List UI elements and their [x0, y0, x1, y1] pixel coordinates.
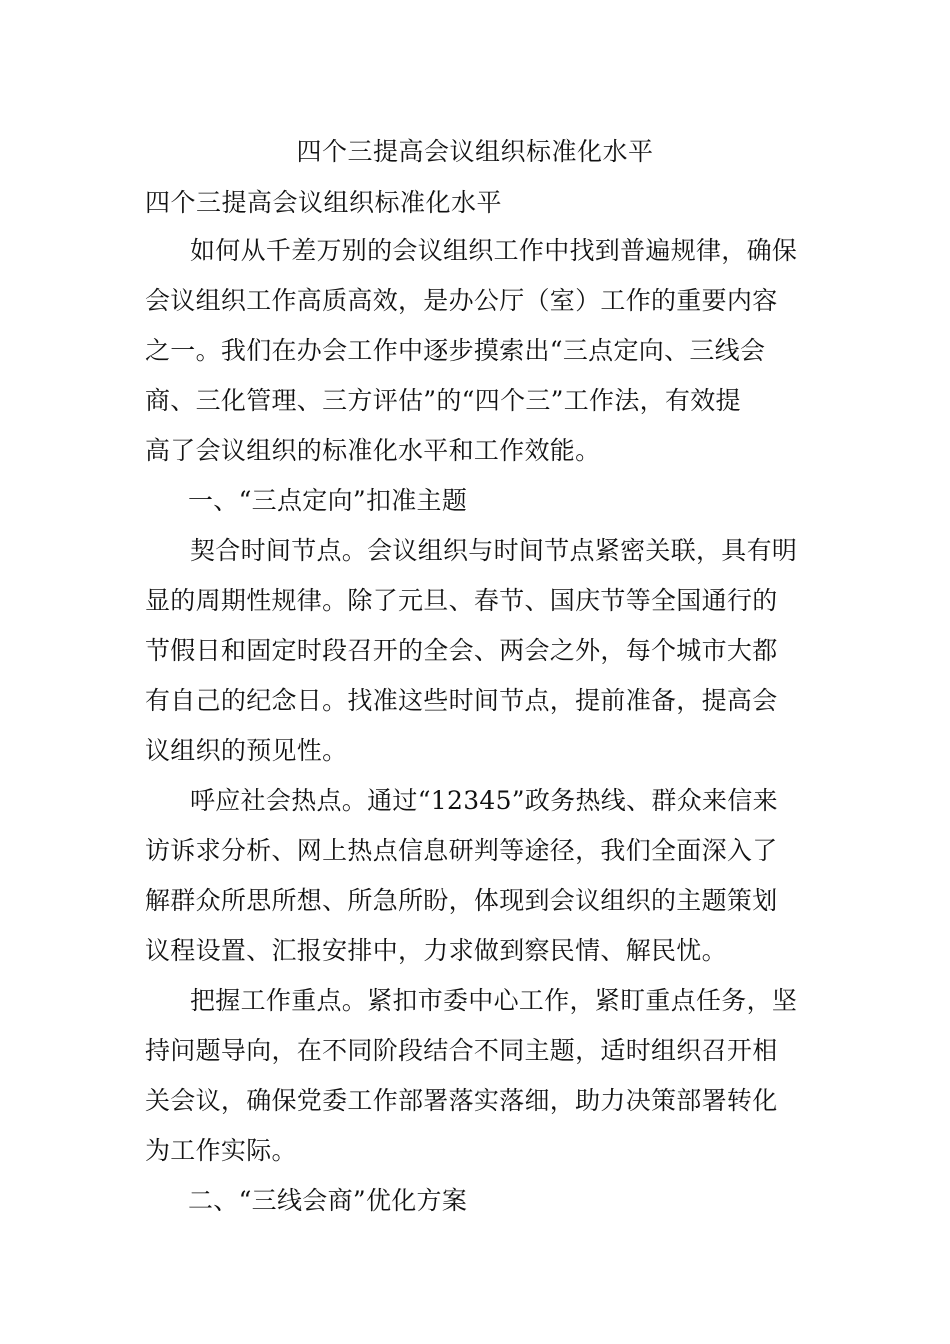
paragraph-line: 议程设置、汇报安排中，力求做到察民情、解民忧。: [145, 936, 727, 965]
paragraph-line: 会议组织工作高质高效，是办公厅（室）工作的重要内容: [145, 286, 778, 315]
paragraph-line: 之一。我们在办会工作中逐步摸索出“三点定向、三线会: [145, 336, 766, 365]
document-subtitle: 四个三提高会议组织标准化水平: [145, 188, 503, 217]
document-title: 四个三提高会议组织标准化水平: [296, 137, 654, 166]
section-heading-2: 二、“三线会商”优化方案: [188, 1186, 468, 1215]
paragraph-line: 把握工作重点。紧扣市委中心工作，紧盯重点任务，坚: [190, 986, 798, 1015]
paragraph-line: 契合时间节点。会议组织与时间节点紧密关联，具有明: [190, 536, 798, 565]
paragraph-line: 节假日和固定时段召开的全会、两会之外，每个城市大都: [145, 636, 778, 665]
paragraph-line: 关会议，确保党委工作部署落实落细，助力决策部署转化: [145, 1086, 778, 1115]
paragraph-line: 显的周期性规律。除了元旦、春节、国庆节等全国通行的: [145, 586, 778, 615]
paragraph-line: 有自己的纪念日。找准这些时间节点，提前准备，提高会: [145, 686, 778, 715]
paragraph-line: 如何从千差万别的会议组织工作中找到普遍规律，确保: [190, 236, 798, 265]
paragraph-line: 解群众所思所想、所急所盼，体现到会议组织的主题策划: [145, 886, 778, 915]
paragraph-line: 为工作实际。: [145, 1136, 297, 1165]
paragraph-line: 持问题导向，在不同阶段结合不同主题，适时组织召开相: [145, 1036, 778, 1065]
paragraph-line: 访诉求分析、网上热点信息研判等途径，我们全面深入了: [145, 836, 778, 865]
paragraph-line: 呼应社会热点。通过“12345”政务热线、群众来信来: [190, 786, 778, 815]
paragraph-line: 高了会议组织的标准化水平和工作效能。: [145, 436, 601, 465]
paragraph-line: 议组织的预见性。: [145, 736, 348, 765]
section-heading-1: 一、“三点定向”扣准主题: [188, 486, 468, 515]
paragraph-line: 商、三化管理、三方评估”的“四个三”工作法，有效提: [145, 386, 741, 415]
